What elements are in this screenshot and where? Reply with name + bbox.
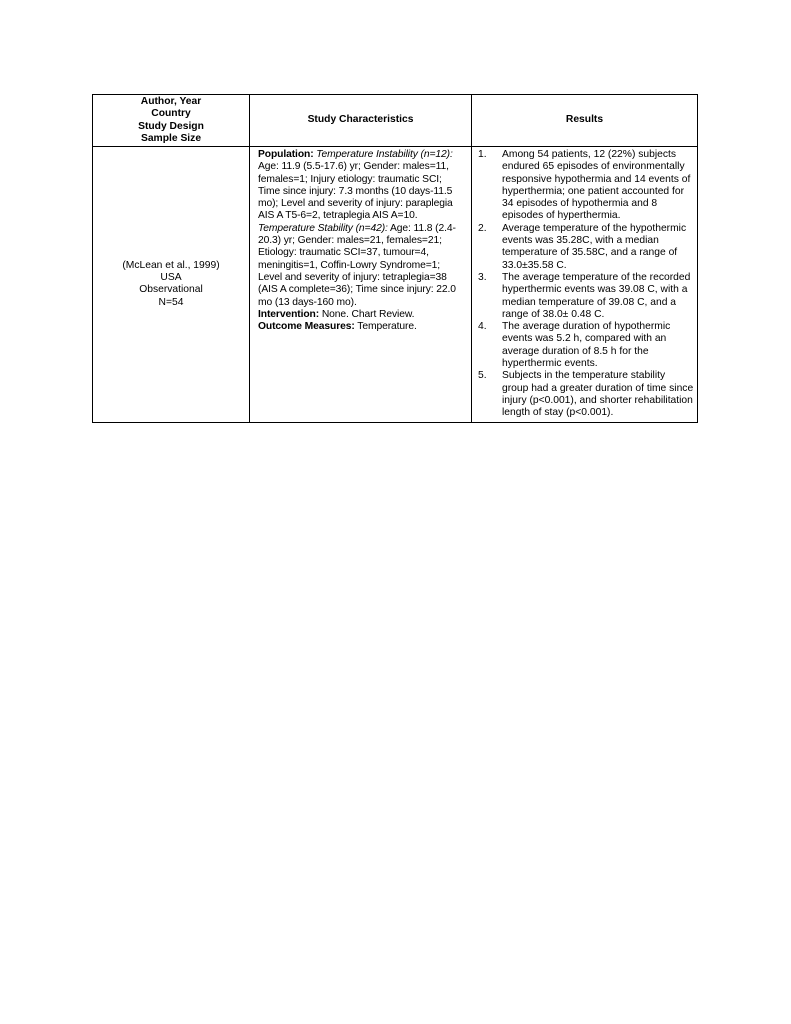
author-citation: (McLean et al., 1999) (122, 259, 220, 271)
header-author-line: Author, Year (140, 95, 202, 107)
header-study-characteristics: Study Characteristics (250, 95, 472, 147)
population-paragraph (258, 149, 463, 309)
header-size-line: Sample Size (140, 132, 202, 144)
list-item (478, 272, 694, 321)
outcome-text: Temperature. (354, 321, 417, 333)
author-design: Observational (139, 284, 203, 296)
list-item (478, 223, 694, 272)
intervention-paragraph (258, 309, 463, 321)
header-row (93, 95, 698, 147)
list-text: The average temperature of the recorded hyperthermic events was 39.08 C, with a median temperature of 39.08 C, and a range of 38.0± 0.48 C. (502, 271, 691, 320)
group2-text: Age: 11.8 (2.4-20.3) yr; Gender: males=21, females=21; Etiology: traumatic SCI=37, tumour=4, meningitis=1, Coffin-Lowry Syndrome=1; Level and severity of injury: tetraplegia=38 (AIS A complete=36); Time since injury: 22.0 mo (13 days-160 mo). (258, 222, 456, 308)
author-country: USA (160, 271, 182, 283)
list-item (478, 149, 694, 223)
list-item (478, 370, 694, 419)
intervention-text: None. Chart Review. (319, 308, 415, 320)
list-number: 2. (478, 222, 487, 234)
list-text: Average temperature of the hypothermic events was 35.28C, with a median temperature of 35.58C, and a range of 33.0±35.58 C. (502, 222, 687, 271)
study-table (92, 94, 698, 423)
author-cell (93, 147, 250, 423)
author-sample-size: N=54 (158, 296, 184, 308)
list-text: Subjects in the temperature stability group had a greater duration of time since injury (p<0.001), and shorter rehabilitation length of stay (p<0.001). (502, 370, 694, 419)
intervention-label: Intervention: (258, 308, 320, 320)
list-number: 5. (478, 370, 487, 382)
list-number: 3. (478, 271, 487, 283)
population-label: Population: (258, 149, 314, 160)
results-cell (472, 147, 698, 423)
header-author (93, 95, 250, 147)
list-text: Among 54 patients, 12 (22%) subjects endured 65 episodes of environmentally responsive hypothermia and 14 events of hyperthermia; one patient accounted for 34 episodes of hypothermia and 8 episodes of hyperthermia. (502, 149, 691, 222)
group1-text: Age: 11.9 (5.5-17.6) yr; Gender: males=11, females=1; Injury etiology: traumatic SCI; Time since injury: 7.3 months (10 days-11.5 mo); Level and severity of injury: paraplegia AIS A T5-6=2, tetraplegia AIS A=10. (258, 161, 453, 222)
list-number: 4. (478, 321, 487, 333)
outcome-paragraph (258, 321, 463, 333)
group2-name: Temperature Stability (n=42): (258, 222, 388, 234)
list-item (478, 321, 694, 370)
characteristics-cell (250, 147, 472, 423)
list-number: 1. (478, 149, 487, 160)
group1-name: Temperature Instability (n=12): (316, 149, 453, 160)
outcome-label: Outcome Measures: (258, 321, 355, 333)
header-design-line: Study Design (138, 120, 204, 132)
table-row (93, 147, 698, 423)
header-country-line: Country (151, 108, 191, 120)
list-text: The average duration of hypothermic events was 5.2 h, compared with an average duration of 8.5 h for the hyperthermic events. (502, 321, 671, 370)
header-results: Results (472, 95, 698, 147)
results-list (478, 149, 694, 420)
